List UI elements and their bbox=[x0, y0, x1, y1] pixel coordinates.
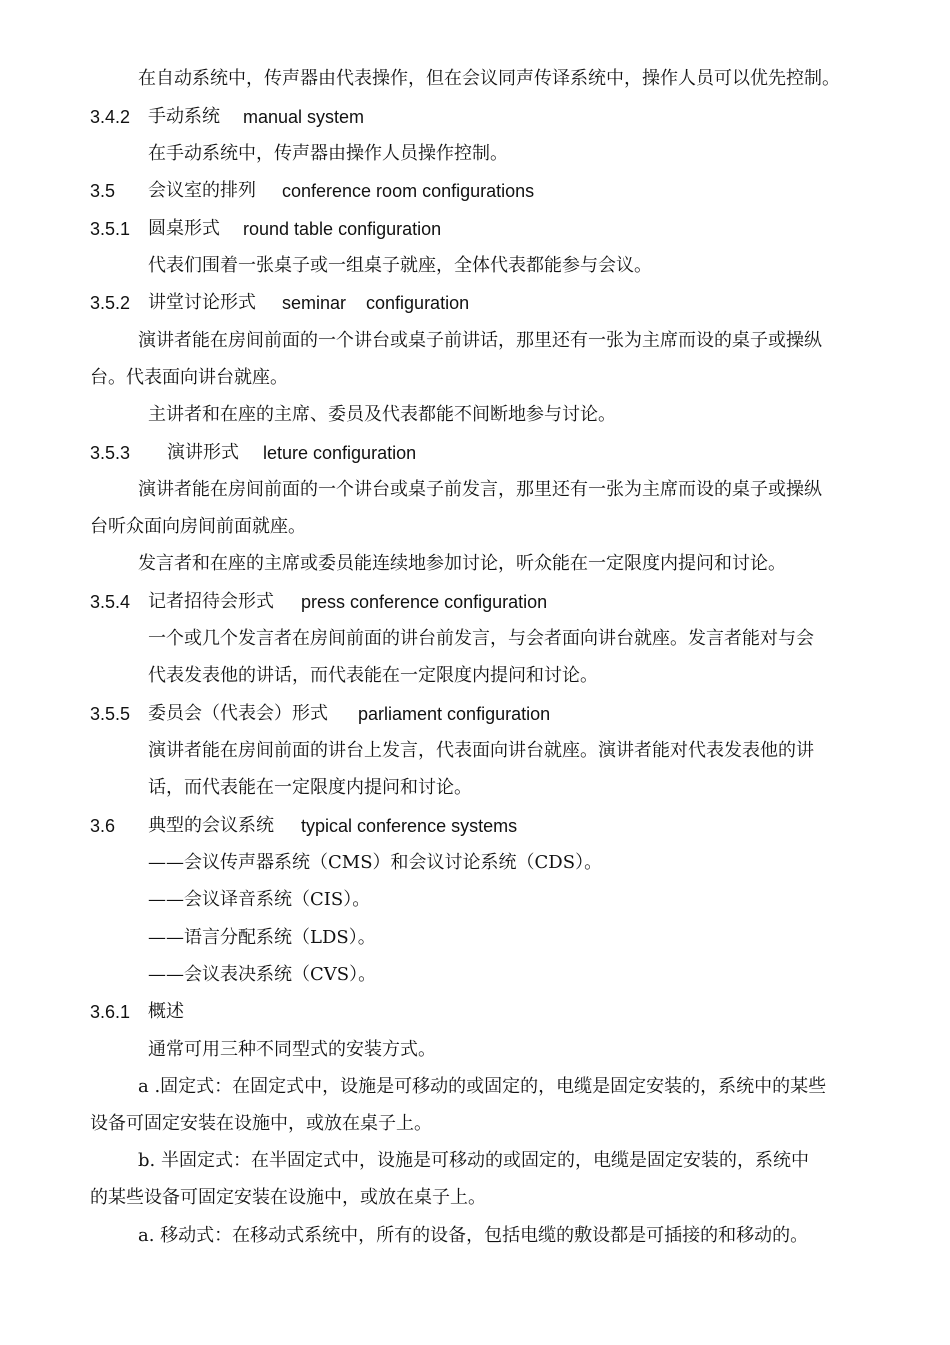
section-heading-3-5 bbox=[90, 180, 890, 202]
section-title-zh: 手动系统 bbox=[148, 106, 220, 127]
section-number: 3.5.1 bbox=[90, 219, 131, 239]
section-title-en: parliament configuration bbox=[358, 704, 551, 724]
section-heading-3-5-1 bbox=[90, 218, 890, 240]
section-title-zh: 典型的会议系统 bbox=[148, 815, 274, 836]
list-item: ——会议表决系统（CVS）。 bbox=[148, 964, 377, 985]
paragraph-text: 代表们围着一张桌子或一组桌子就座，全体代表都能参与会议。 bbox=[148, 255, 652, 276]
paragraph-text: 演讲者能在房间前面的讲台上发言，代表面向讲台就座。演讲者能对代表发表他的讲 bbox=[148, 740, 814, 761]
section-heading-3-6-1 bbox=[90, 1001, 890, 1023]
section-title-zh: 委员会（代表会）形式 bbox=[148, 703, 328, 724]
section-number: 3.5.4 bbox=[90, 592, 131, 612]
paragraph-text: 一个或几个发言者在房间前面的讲台前发言，与会者面向讲台就座。发言者能对与会 bbox=[148, 628, 814, 649]
section-title-en: typical conference systems bbox=[301, 816, 518, 836]
list-item: ——会议传声器系统（CMS）和会议讨论系统（CDS）。 bbox=[148, 852, 603, 873]
paragraph-text: 通常可用三种不同型式的安装方式。 bbox=[148, 1039, 436, 1060]
section-title-zh: 会议室的排列 bbox=[148, 180, 256, 201]
paragraph-text: 代表发表他的讲话，而代表能在一定限度内提问和讨论。 bbox=[148, 665, 598, 686]
section-title-en: round table configuration bbox=[243, 219, 442, 239]
paragraph-text: 在自动系统中，传声器由代表操作，但在会议同声传译系统中，操作人员可以优先控制。 bbox=[138, 68, 840, 89]
section-title-en: leture configuration bbox=[263, 443, 417, 463]
paragraph-text: 演讲者能在房间前面的一个讲台或桌子前发言，那里还有一张为主席而设的桌子或操纵 bbox=[138, 479, 822, 500]
paragraph-text: 在手动系统中，传声器由操作人员操作控制。 bbox=[148, 143, 508, 164]
section-title-zh: 记者招待会形式 bbox=[148, 591, 274, 612]
section-title-zh: 圆桌形式 bbox=[148, 218, 220, 239]
section-title-zh: 概述 bbox=[148, 1001, 184, 1022]
paragraph-text: b. 半固定式：在半固定式中，设施是可移动的或固定的，电缆是固定安装的，系统中 bbox=[138, 1150, 809, 1171]
section-number: 3.4.2 bbox=[90, 107, 131, 127]
section-heading-3-5-5 bbox=[90, 703, 890, 725]
section-heading-3-6 bbox=[90, 815, 890, 837]
section-title-en: press conference configuration bbox=[301, 592, 548, 612]
section-heading-3-4-2 bbox=[90, 106, 890, 128]
section-title-en: seminar configuration bbox=[282, 293, 470, 313]
paragraph-text: 台。代表面向讲台就座。 bbox=[90, 367, 288, 388]
section-title-en: manual system bbox=[243, 107, 365, 127]
section-number: 3.5.5 bbox=[90, 704, 131, 724]
paragraph-text: 主讲者和在座的主席、委员及代表都能不间断地参与讨论。 bbox=[148, 404, 616, 425]
section-number: 3.5.2 bbox=[90, 293, 131, 313]
section-heading-3-5-3 bbox=[90, 442, 890, 464]
paragraph-text: 发言者和在座的主席或委员能连续地参加讨论，听众能在一定限度内提问和讨论。 bbox=[138, 553, 786, 574]
section-title-zh: 演讲形式 bbox=[167, 442, 239, 463]
section-number: 3.5.3 bbox=[90, 443, 131, 463]
paragraph-text: a. 移动式：在移动式系统中，所有的设备，包括电缆的敷设都是可插接的和移动的。 bbox=[138, 1225, 809, 1246]
section-title-en: conference room configurations bbox=[282, 181, 535, 201]
section-number: 3.6 bbox=[90, 816, 116, 836]
section-heading-3-5-4 bbox=[90, 591, 890, 613]
paragraph-text: a .固定式：在固定式中，设施是可移动的或固定的，电缆是固定安装的，系统中的某些 bbox=[138, 1076, 827, 1097]
paragraph-text: 的某些设备可固定安装在设施中，或放在桌子上。 bbox=[90, 1187, 486, 1208]
section-number: 3.5 bbox=[90, 181, 116, 201]
section-title-zh: 讲堂讨论形式 bbox=[148, 292, 256, 313]
paragraph-text: 话，而代表能在一定限度内提问和讨论。 bbox=[148, 777, 472, 798]
list-item: ——会议译音系统（CIS）。 bbox=[148, 889, 371, 910]
paragraph-text: 台听众面向房间前面就座。 bbox=[90, 516, 306, 537]
list-item: ——语言分配系统（LDS）。 bbox=[148, 927, 376, 948]
section-number: 3.6.1 bbox=[90, 1002, 131, 1022]
paragraph-text: 演讲者能在房间前面的一个讲台或桌子前讲话，那里还有一张为主席而设的桌子或操纵 bbox=[138, 330, 822, 351]
section-heading-3-5-2 bbox=[90, 292, 890, 314]
paragraph-text: 设备可固定安装在设施中，或放在桌子上。 bbox=[90, 1113, 432, 1134]
